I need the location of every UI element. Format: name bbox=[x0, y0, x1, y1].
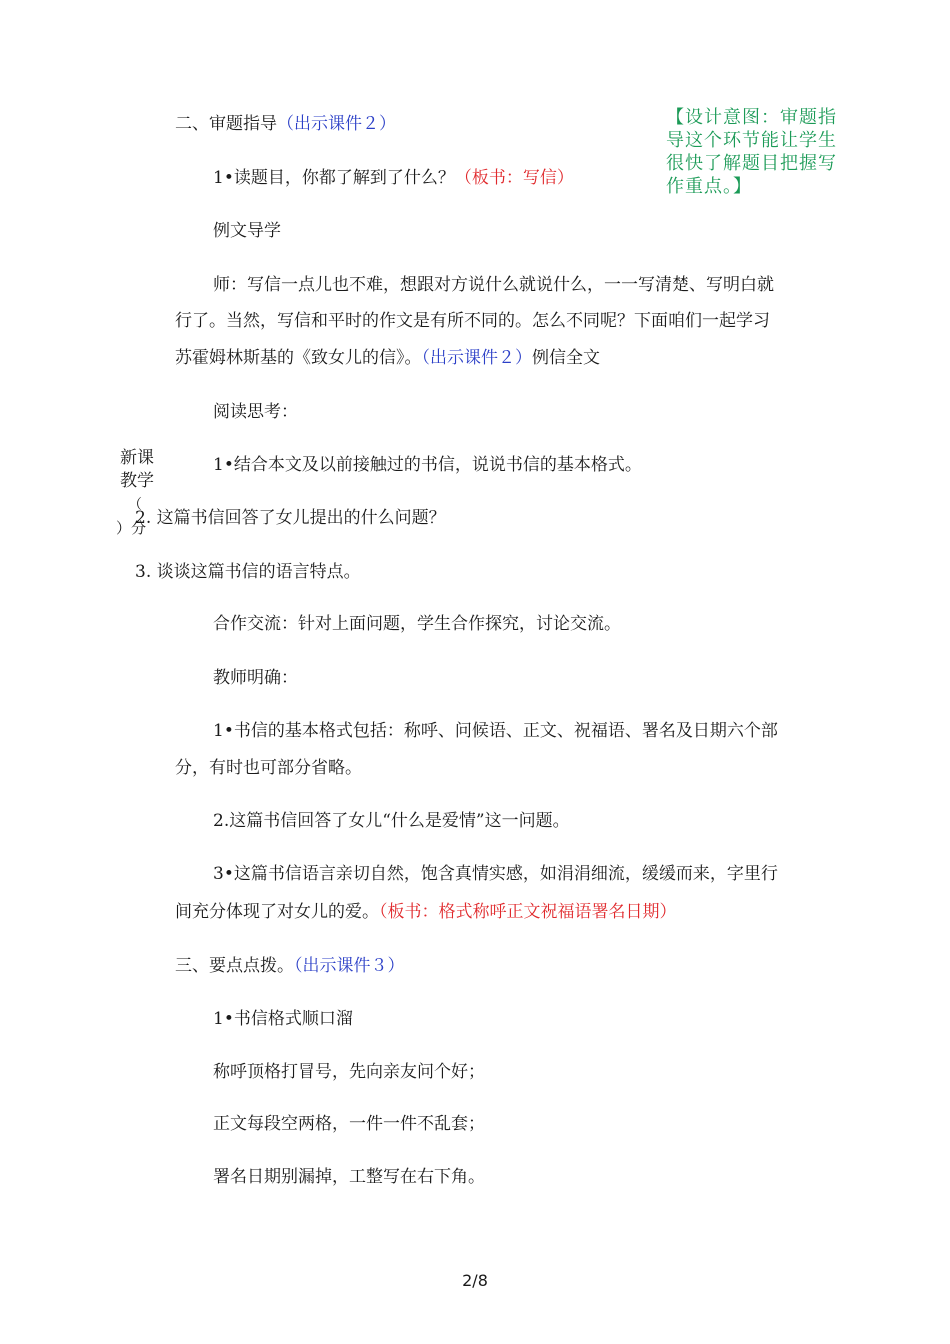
page-number: 2/8 bbox=[462, 1271, 488, 1290]
answer-line bbox=[175, 900, 677, 924]
answer-text: 间充分体现了对女儿的爱。 bbox=[175, 902, 379, 922]
reading-question: 2. 这篇书信回答了女儿提出的什么问题？ bbox=[135, 508, 446, 528]
side-label-1: 新课 bbox=[120, 448, 154, 468]
design-intent-note: 【设计意图：审题指导这个环节能让学生很快了解题目把握写作重点。】 bbox=[666, 107, 837, 196]
section3-heading bbox=[175, 954, 405, 978]
section2-heading-text: 二、审题指导 bbox=[175, 114, 277, 134]
teacher-title: 教师明确： bbox=[213, 668, 298, 688]
section3-heading-text: 三、要点点拨。 bbox=[175, 956, 294, 976]
question-1-text: 1•读题目，你都了解到了什么？ bbox=[213, 168, 455, 188]
reading-title: 阅读思考： bbox=[213, 402, 298, 422]
paragraph-text: 苏霍姆林斯基的《致女儿的信》。 bbox=[175, 348, 422, 368]
section2-heading bbox=[175, 112, 396, 136]
rhyme-title: 1•书信格式顺口溜 bbox=[213, 1009, 353, 1029]
reading-question: 1•结合本文及以前接触过的书信，说说书信的基本格式。 bbox=[213, 455, 642, 475]
cooperation-text: 合作交流：针对上面问题，学生合作探究，讨论交流。 bbox=[213, 614, 621, 634]
paragraph-line bbox=[175, 346, 600, 370]
board-note: （板书：格式称呼正文祝福语署名日期） bbox=[379, 902, 677, 922]
courseware-note: （出示课件２） bbox=[277, 114, 396, 134]
side-label-4: ）分 bbox=[116, 519, 147, 537]
question-1 bbox=[213, 166, 574, 190]
example-title: 例文导学 bbox=[213, 221, 281, 241]
side-label-3: （ bbox=[128, 497, 142, 513]
side-label-2: 教学 bbox=[120, 471, 154, 491]
paragraph-line: 行了。当然，写信和平时的作文是有所不同的。怎么不同呢？下面咱们一起学习 bbox=[175, 311, 770, 331]
paragraph-line: 师：写信一点儿也不难，想跟对方说什么就说什么，一一写清楚、写明白就 bbox=[213, 275, 774, 295]
answer-line: 分，有时也可部分省略。 bbox=[175, 758, 362, 778]
courseware-note: （出示课件３） bbox=[294, 956, 405, 976]
reading-question: 3. 谈谈这篇书信的语言特点。 bbox=[135, 562, 361, 582]
rhyme-line: 署名日期别漏掉，工整写在右下角。 bbox=[213, 1167, 485, 1187]
answer-line: 3•这篇书信语言亲切自然，饱含真情实感，如涓涓细流，缓缓而来，字里行 bbox=[213, 864, 778, 884]
answer-line: 1•书信的基本格式包括：称呼、问候语、正文、祝福语、署名及日期六个部 bbox=[213, 721, 778, 741]
courseware-note: （出示课件２） bbox=[421, 348, 532, 368]
paragraph-text: 例信全文 bbox=[532, 348, 600, 368]
rhyme-line: 称呼顶格打冒号，先向亲友问个好； bbox=[213, 1062, 485, 1082]
rhyme-line: 正文每段空两格，一件一件不乱套； bbox=[213, 1114, 485, 1134]
answer-line: 2.这篇书信回答了女儿“什么是爱情”这一问题。 bbox=[213, 811, 570, 831]
board-note: （板书：写信） bbox=[454, 168, 574, 188]
